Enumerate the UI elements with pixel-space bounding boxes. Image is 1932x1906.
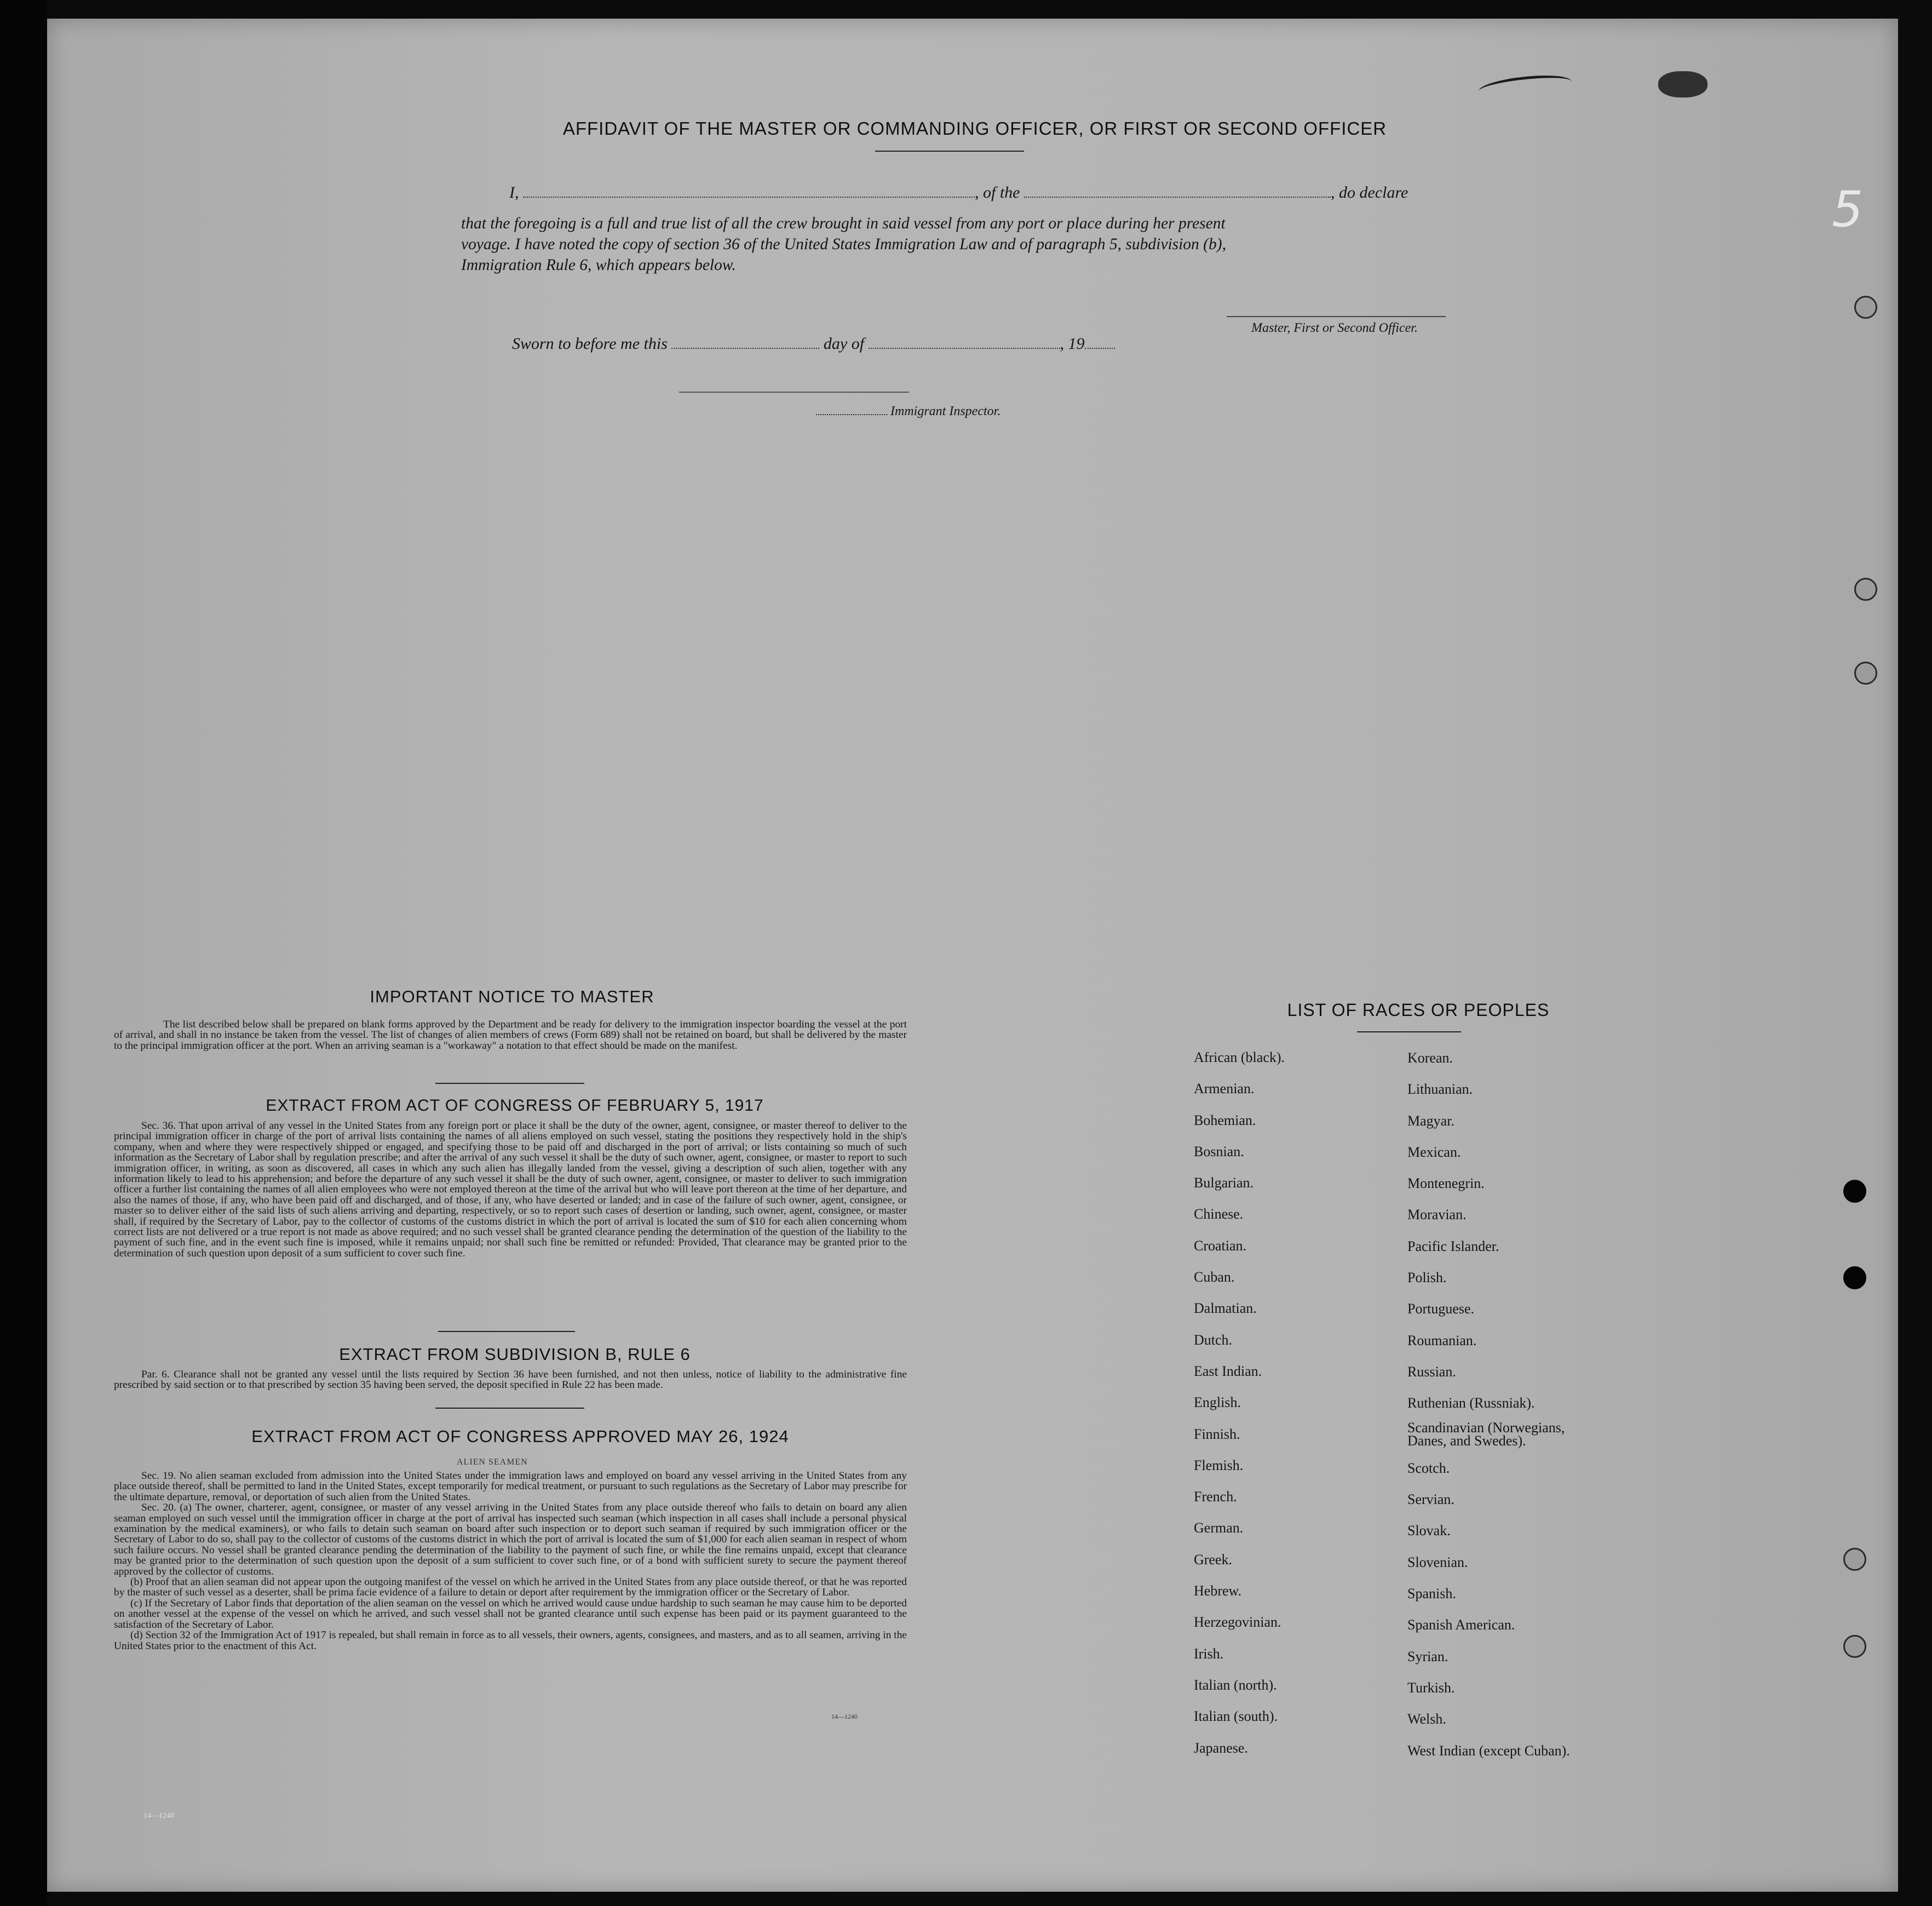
par-6-paragraph: Par. 6. Clearance shall not be granted any vessel until the lists required by Section 36 have been furnished, and not then unless, notice of liability to the administrative fine prescribed by said section or to that prescribed by section 35 having been served, the deposit specified in Rule 22 has been made. — [114, 1369, 907, 1391]
race-item: Finnish. — [1194, 1426, 1240, 1442]
sec-20c-paragraph: (c) If the Secretary of Labor finds that deportation of the alien seaman on the vessel on which he arrived would cause undue hardship to such seaman he may cause him to be deported on another vessel at the expense of the vessel on which he arrived, and such vessel shall not be granted clearance until such expense has been paid or its payment guaranteed to the satisfaction of the Secretary of Labor. — [114, 1597, 907, 1631]
inspector-label: Immigrant Inspector. — [890, 404, 1001, 418]
inspector-signature-row — [816, 404, 1001, 419]
race-item: Roumanian. — [1407, 1332, 1477, 1348]
inspector-signature-line[interactable] — [679, 392, 909, 393]
name-blank[interactable] — [523, 196, 975, 198]
sworn-year-blank[interactable] — [1085, 347, 1115, 349]
sec-20d-paragraph: (d) Section 32 of the Immigration Act of 1917 is repealed, but shall remain in force as to all vessels, their owners, agents, consignees, and masters, and as to all seamen, arriving in the United States prior to the enactment of this Act. — [114, 1629, 907, 1652]
footer-form-number: 14—1240 — [143, 1812, 174, 1820]
race-item: Bohemian. — [1194, 1112, 1256, 1128]
race-item: Ruthenian (Russniak). — [1407, 1395, 1535, 1411]
race-item: African (black). — [1194, 1049, 1285, 1065]
i-label: I, — [509, 183, 519, 202]
race-item: English. — [1194, 1394, 1241, 1411]
race-item: Cuban. — [1194, 1269, 1235, 1285]
binder-hole-7 — [1843, 1635, 1866, 1658]
declaration-line-1: that the foregoing is a full and true list of all the crew brought in said vessel from any port or place during her present — [461, 215, 1226, 232]
rule-6-title: EXTRACT FROM SUBDIVISION B, RULE 6 — [339, 1345, 691, 1364]
binder-hole-2 — [1854, 578, 1877, 601]
race-item: Bosnian. — [1194, 1143, 1244, 1159]
race-item: Japanese. — [1194, 1739, 1248, 1756]
declaration-line-3: Immigration Rule 6, which appears below. — [461, 256, 736, 274]
race-item: Flemish. — [1194, 1457, 1244, 1473]
extract-1917-text — [114, 1121, 907, 1259]
year-prefix: , 19 — [1060, 335, 1085, 353]
race-item: Dutch. — [1194, 1331, 1233, 1348]
races-column-2 — [1407, 1042, 1594, 1766]
do-declare-label: , do declare — [1331, 183, 1408, 202]
race-item: German. — [1194, 1520, 1244, 1536]
declaration-i-line — [509, 183, 1408, 202]
vessel-blank[interactable] — [1024, 196, 1331, 198]
race-item: Lithuanian. — [1407, 1081, 1473, 1098]
race-item: Scandinavian (Norwegians, Danes, and Swedes). — [1407, 1419, 1565, 1449]
affidavit-title-rule — [875, 151, 1024, 152]
extract-1917-rule — [438, 1331, 575, 1332]
race-item: Turkish. — [1407, 1679, 1455, 1696]
race-item: Spanish. — [1407, 1586, 1456, 1602]
alien-seamen-subtitle: ALIEN SEAMEN — [457, 1457, 528, 1467]
race-item: Dalmatian. — [1194, 1300, 1257, 1317]
race-item: Italian (south). — [1194, 1708, 1278, 1725]
race-item: Mexican. — [1407, 1144, 1461, 1160]
sworn-line — [512, 335, 1115, 353]
binder-hole-4 — [1843, 1180, 1866, 1203]
section-36-paragraph: Sec. 36. That upon arrival of any vessel in the United States from any foreign port or place it shall be the duty of the owner, agent, consignee, or master thereof to deliver to the principal immigration officer in charge of the port of arrival lists containing the names of all aliens employed on such vessel, stating the positions they respectively hold in the ship's company, when and where they were respectively shipped or engaged, and specifying those to be paid off and discharged in the port of arrival; or lists containing so much of such information as the Secretary of Labor shall by regulation prescribe; and after the arrival of any such vessel it shall be the duty of such owner, agent, consignee, or master to report to such immigration officer, in writing, as soon as discovered, all cases in which any such alien has illegally landed from the vessel, giving a description of such alien, together with any information likely to lead to his apprehension; and before the departure of any such vessel it shall be the duty of such owner, agent, consignee, or master to deliver to such immigration officer a further list containing the names of all alien employees who were not employed thereon at the time of the arrival but who will leave port thereon at the time of her departure, and also the names of those, if any, who have been paid off and discharged, and of those, if any, who have deserted or landed; and in case of the failure of such owner, agent, consignee, or master so to deliver either of the said lists of such aliens arriving and departing, respectively, or so to report such cases of desertion or landing, such owner, agent, consignee, or master shall, if required by the Secretary of Labor, pay to the collector of customs of the customs district in which the port of arrival is located the sum of $10 for each alien concerning whom correct lists are not delivered or a true report is not made as above required; and no such vessel shall be granted clearance pending the determination of the question of the liability to the payment of such fine, and in the event such fine is imposed, while it remains unpaid; nor shall such fine be remitted or refunded: Provided, That clearance may be granted prior to the determination of such question upon deposit of a sum sufficient to cover such fine. — [114, 1120, 907, 1259]
race-item: Slovenian. — [1407, 1554, 1468, 1570]
race-item: French. — [1194, 1489, 1237, 1505]
binder-hole-6 — [1843, 1548, 1866, 1571]
rule-6-text — [114, 1369, 907, 1391]
race-item: Pacific Islander. — [1407, 1238, 1499, 1254]
notice-title: IMPORTANT NOTICE TO MASTER — [370, 987, 654, 1006]
race-item: West Indian (except Cuban). — [1407, 1742, 1570, 1759]
sworn-month-blank[interactable] — [869, 347, 1060, 349]
binder-hole-1 — [1854, 296, 1877, 319]
race-item: Italian (north). — [1194, 1677, 1277, 1693]
handwritten-mark: 5 — [1832, 181, 1864, 238]
race-item: Polish. — [1407, 1270, 1447, 1286]
affidavit-title: AFFIDAVIT OF THE MASTER OR COMMANDING OFFICER, OR FIRST OR SECOND OFFICER — [562, 118, 1387, 139]
extract-1917-title: EXTRACT FROM ACT OF CONGRESS OF FEBRUARY 5, 1917 — [266, 1096, 764, 1115]
notice-text — [114, 1019, 907, 1051]
race-item: East Indian. — [1194, 1363, 1262, 1379]
race-item: Scotch. — [1407, 1460, 1450, 1476]
notice-paragraph: The list described below shall be prepared on blank forms approved by the Department and be ready for delivery to the immigration inspector boarding the vessel at the port of arrival, and shall in no instance be taken from the vessel. The list of changes of alien members of crews (Form 689) shall not be retained on board, but shall be delivered by the master to the principal immigration officer at the port. When an arriving seaman is a "workaway" a notation to that effect should be made on the manifest. — [114, 1019, 907, 1052]
day-of-label: day of — [823, 335, 865, 353]
race-item: Slovak. — [1407, 1523, 1451, 1539]
binder-hole-3 — [1854, 662, 1877, 685]
race-item: Montenegrin. — [1407, 1175, 1485, 1192]
extract-1924-text — [114, 1471, 907, 1651]
race-item: Servian. — [1407, 1491, 1454, 1508]
rule-6-rule — [435, 1408, 584, 1409]
race-item: Magyar. — [1407, 1112, 1454, 1129]
sec-19-paragraph: Sec. 19. No alien seaman excluded from admission into the United States under the immigration laws and employed on board any vessel arriving in the United States from any place outside thereof, shall be permitted to land in the United States, except temporarily for medical treatment, or pursuant to such regulations as the Secretary of Labor may prescribe for the ultimate departure, removal, or deportation of such alien from the United States. — [114, 1470, 907, 1503]
master-signature-label: Master, First or Second Officer. — [1251, 321, 1418, 335]
sec-20b-paragraph: (b) Proof that an alien seaman did not appear upon the outgoing manifest of the vessel on which he arrived in the United States from any place outside thereof, or that he was reported by the master of such vessel as a deserter, shall be prima facie evidence of a failure to detain or deport after requirement by the immigration officer or the Secretary of Labor. — [114, 1576, 907, 1599]
extract-1924-title: EXTRACT FROM ACT OF CONGRESS APPROVED MAY 26, 1924 — [251, 1427, 789, 1446]
races-title: LIST OF RACES OR PEOPLES — [1287, 1000, 1550, 1020]
of-the-label: , of the — [975, 183, 1020, 202]
sec-20a-paragraph: Sec. 20. (a) The owner, charterer, agent, consignee, or master of any vessel arriving in the United States from any place outside thereof who fails to detain on board any alien seaman employed on such vessel until the immigration officer in charge at the port of arrival has inspected such seaman (which inspection in all cases shall include a personal physical examination by the medical examiners), or who fails to detain such seaman on board after such inspection or to deport such seaman if required by such immigration officer or the Secretary of Labor to do so, shall pay to the collector of customs of the customs district in which the port of arrival is located the sum of $1,000 for each alien seaman in respect of whom such failure occurs. No vessel shall be granted clearance pending the determination of the liability to the payment of such fine, or while the fine remains unpaid, except that clearance may be granted prior to the determination of such question upon the deposit of a sum sufficient to cover such fine, or of a bond with sufficient surety to secure the payment thereof approved by the collector of customs. — [114, 1502, 907, 1577]
race-item: Spanish American. — [1407, 1617, 1515, 1633]
extract-form-number: 14—1240 — [831, 1713, 858, 1720]
scan-border — [0, 0, 47, 1906]
race-item: Chinese. — [1194, 1206, 1244, 1222]
race-item: Bulgarian. — [1194, 1175, 1254, 1191]
declaration-line-2: voyage. I have noted the copy of section 36 of the United States Immigration Law and of paragraph 5, subdivision (b), — [461, 236, 1226, 253]
races-title-rule — [1357, 1031, 1461, 1032]
race-item: Armenian. — [1194, 1081, 1255, 1097]
sworn-label: Sworn to before me this — [512, 335, 668, 353]
inspector-blank[interactable] — [816, 414, 887, 415]
race-item: Hebrew. — [1194, 1583, 1242, 1599]
race-item: Russian. — [1407, 1363, 1456, 1380]
binder-hole-5 — [1843, 1266, 1866, 1289]
race-item: Irish. — [1194, 1645, 1224, 1662]
race-item: Herzegovinian. — [1194, 1614, 1281, 1631]
race-item: Korean. — [1407, 1050, 1453, 1066]
race-item: Croatian. — [1194, 1237, 1247, 1254]
race-item: Welsh. — [1407, 1711, 1446, 1727]
race-item: Portuguese. — [1407, 1301, 1475, 1317]
notice-rule — [435, 1083, 584, 1084]
race-item: Syrian. — [1407, 1648, 1448, 1664]
races-column-1 — [1194, 1042, 1285, 1764]
race-item: Moravian. — [1407, 1207, 1467, 1223]
master-signature-line[interactable] — [1227, 316, 1446, 317]
race-item: Greek. — [1194, 1551, 1233, 1568]
ink-blot — [1658, 71, 1707, 97]
sworn-day-blank[interactable] — [671, 347, 819, 349]
